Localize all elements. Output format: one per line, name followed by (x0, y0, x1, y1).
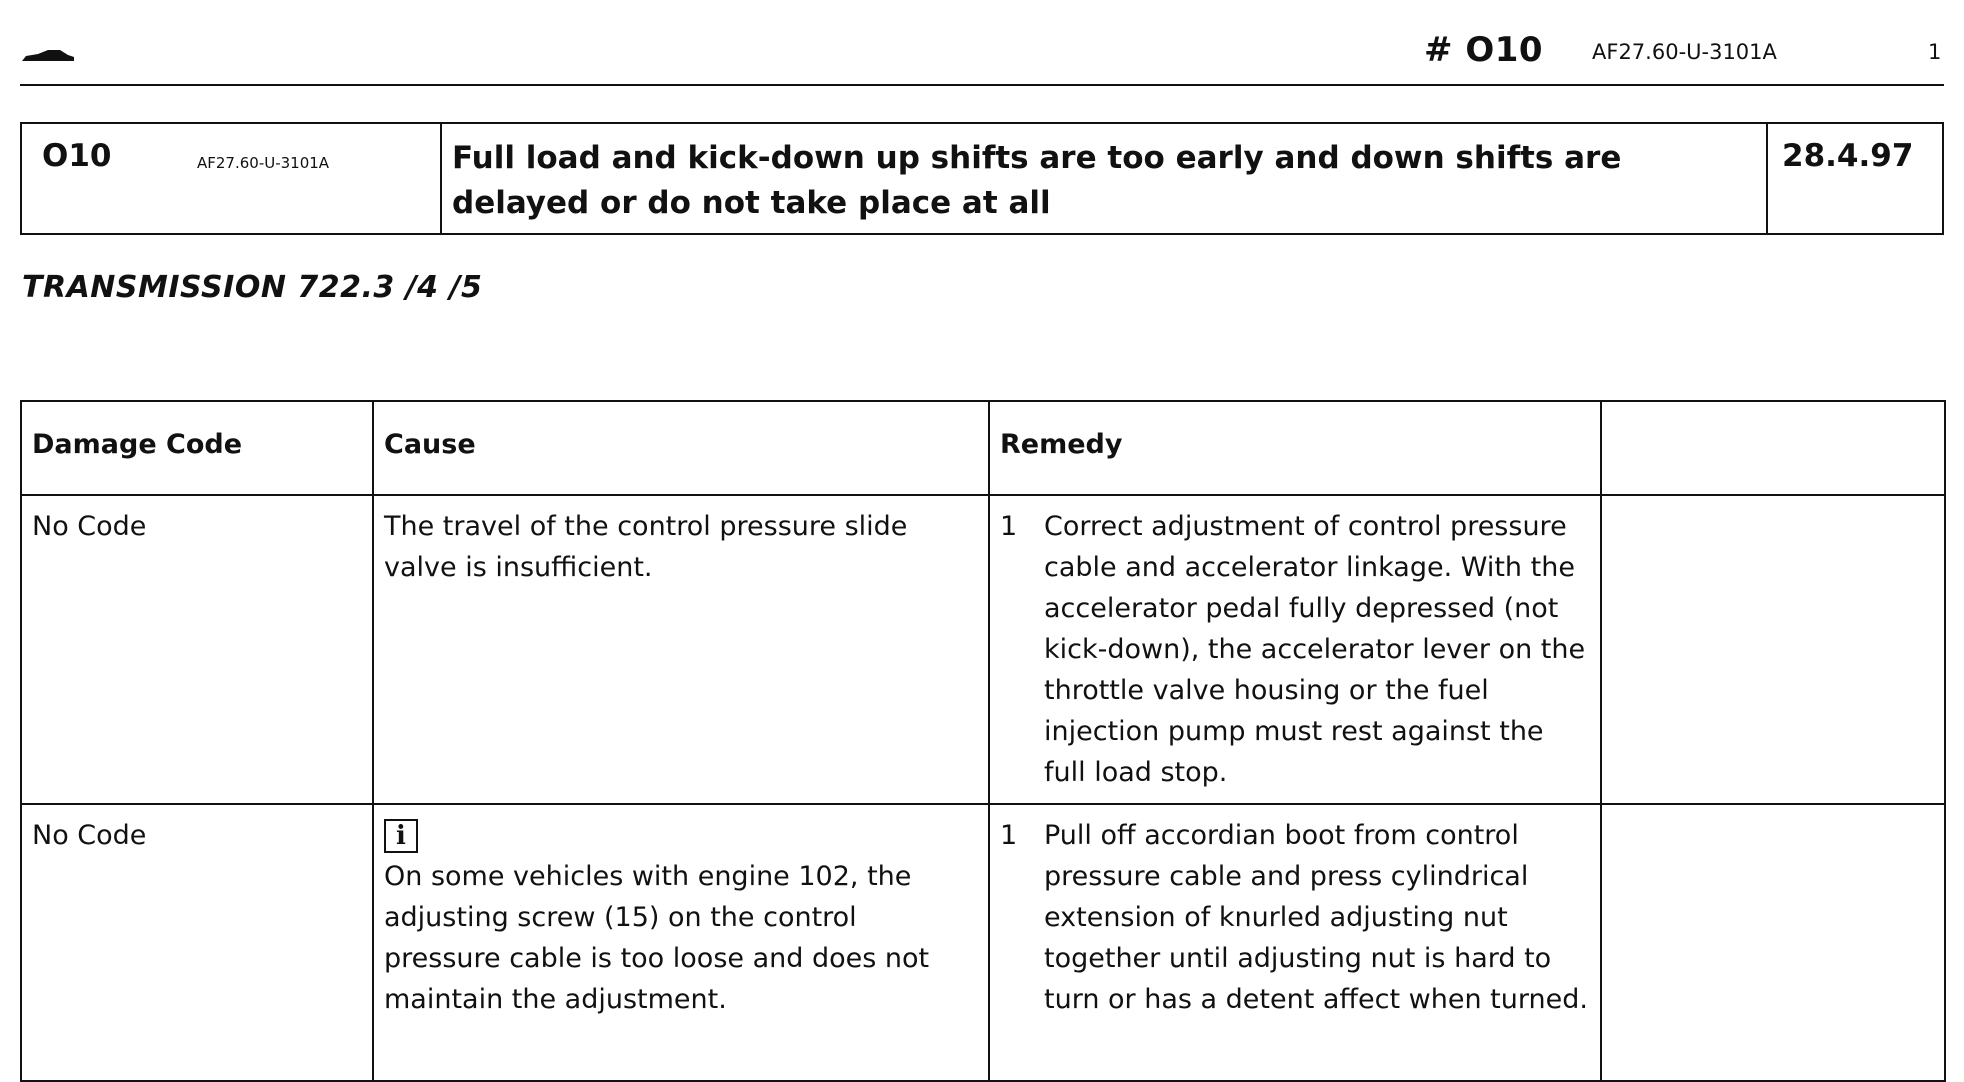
header-cause: Cause (373, 401, 989, 495)
document-number: # O10 (1424, 30, 1544, 70)
remedy-cell (989, 804, 1601, 1081)
header-damage-code: Damage Code (21, 401, 373, 495)
page-number: 1 (1928, 40, 1942, 64)
header-rule (20, 84, 1944, 86)
extra-cell (1601, 495, 1945, 804)
table-row (21, 495, 1945, 804)
diagnosis-table (20, 400, 1946, 1082)
cause-text: On some vehicles with engine 102, the adjusting screw (15) on the control pressure cable is too loose and does not maintain the adjustment. (384, 861, 930, 1015)
remedy-step-number: 1 (1000, 820, 1018, 851)
table-row (21, 804, 1945, 1081)
damage-code-cell: No Code (21, 495, 373, 804)
fault-code: O10 (42, 138, 112, 174)
extra-cell (1601, 804, 1945, 1081)
cause-text: The travel of the control pressure slide valve is insufficient. (384, 511, 908, 583)
damage-code-cell: No Code (21, 804, 373, 1081)
title-box (20, 122, 1944, 235)
divider (440, 124, 442, 233)
transmission-subtitle: TRANSMISSION 722.3 /4 /5 (22, 270, 483, 305)
header-blank (1601, 401, 1945, 495)
cause-cell (373, 804, 989, 1081)
cause-cell (373, 495, 989, 804)
remedy-text: Correct adjustment of control pressure cable and accelerator linkage. With the accelerator pedal fully depressed (not kick-down), the accelerator lever on the throttle valve housing or the fuel injection pump must rest against the full load stop. (1044, 511, 1586, 788)
document-code: AF27.60-U-3101A (1592, 40, 1777, 64)
table-header-row (21, 401, 1945, 495)
divider (1766, 124, 1768, 233)
header-remedy: Remedy (989, 401, 1601, 495)
remedy-cell (989, 495, 1601, 804)
fault-title: Full load and kick-down up shifts are too early and down shifts are delayed or do not take place at all (452, 140, 1622, 221)
car-icon (20, 49, 76, 65)
remedy-step-number: 1 (1000, 511, 1018, 542)
document-date: 28.4.97 (1782, 138, 1914, 174)
info-icon: i (384, 819, 418, 853)
remedy-text: Pull off accordian boot from control pressure cable and press cylindrical extension of knurled adjusting nut together until adjusting nut is hard to turn or has a detent affect when turned. (1044, 820, 1588, 1015)
fault-sub-code: AF27.60-U-3101A (197, 154, 330, 172)
